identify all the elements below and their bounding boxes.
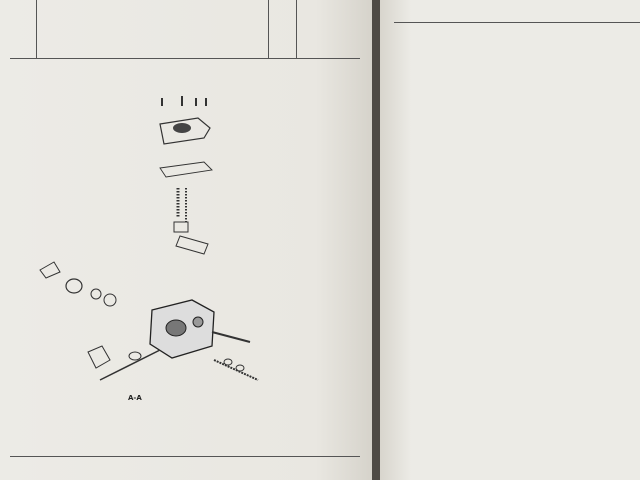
column-divider: [36, 0, 37, 58]
footer-divider: [10, 456, 360, 457]
column-divider: [296, 0, 297, 58]
header-divider: [394, 22, 640, 23]
right-page: [380, 0, 640, 480]
carburetor-exploded-diagram: [0, 60, 372, 440]
book-gutter: [372, 0, 380, 480]
column-divider: [268, 0, 269, 58]
table-divider: [10, 58, 360, 59]
diagram-mark-a: A-A: [128, 394, 142, 402]
carburetor-parts-drawing: [40, 96, 258, 402]
